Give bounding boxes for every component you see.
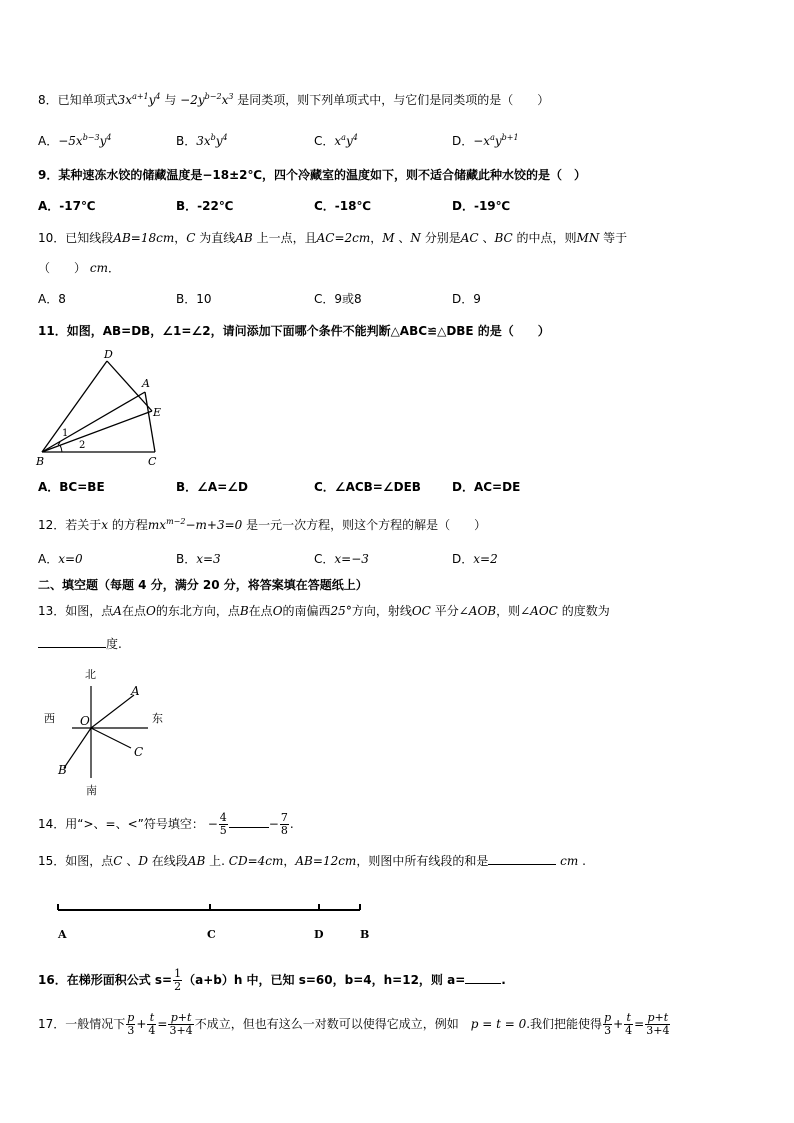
q8-option-a[interactable]: A．$-5x^{b-3}y^4$	[38, 133, 112, 148]
q8-text-b: 与	[164, 93, 177, 107]
q8-monomial-2: $-2y^{b-2}x^3$	[180, 92, 234, 107]
q10-number: 10．	[38, 231, 66, 245]
q11-label-C: C	[148, 455, 157, 468]
q10-option-d[interactable]: D．9	[452, 292, 481, 306]
q15-label-A: A	[58, 928, 67, 941]
q12-option-b[interactable]: B．x=3	[176, 552, 221, 566]
q13-label-south: 南	[86, 784, 97, 797]
q13-label-west: 西	[44, 712, 55, 725]
q15-number: 15．	[38, 854, 66, 868]
q13-label-O: O	[80, 714, 90, 728]
q11-label-D: D	[104, 348, 113, 361]
q12-number: 12．	[38, 518, 66, 532]
q11-label-B: B	[36, 455, 45, 468]
q11-option-d[interactable]: D．AC=DE	[452, 480, 521, 494]
q13-compass-figure	[40, 664, 176, 798]
q9-stem	[38, 167, 586, 183]
q11-text: 如图，AB=DB，∠1=∠2，请问添加下面哪个条件不能判断△ABC≌△DBE 的是（ ）	[66, 324, 550, 338]
q11-label-2: 2	[79, 440, 86, 451]
q13-label-east: 东	[152, 712, 163, 725]
q8-text-c: 是同类项，则下列单项式中，与它们是同类项的是（ ）	[237, 93, 550, 107]
q12-stem: 12．若关于x 的方程$mx^{m-2}-m+3=0$ 是一元一次方程，则这个方程的解是（ ）	[38, 517, 487, 532]
q9-option-c[interactable]: C．-18℃	[314, 199, 372, 213]
q15-label-D: D	[314, 928, 324, 941]
q16-number: 16．	[38, 973, 67, 987]
q9-option-d[interactable]: D．-19℃	[452, 199, 511, 213]
q16-fraction-half: $\frac{1}{2}$	[174, 967, 182, 993]
q11-option-a[interactable]: A．BC=BE	[38, 480, 105, 494]
q13-label-A: A	[131, 684, 140, 698]
q14-stem: 14．用“>、=、<”符号填空： − $\frac{4}{5}$ − $\frac{7}{8}$ .	[38, 811, 294, 837]
q11-option-c[interactable]: C．∠ACB=∠DEB	[314, 480, 421, 494]
q12-option-c[interactable]: C．x=−3	[314, 552, 369, 566]
q10-stem: 10．已知线段AB=18cm，C 为直线AB 上一点，且AC=2cm，M 、N 分别是AC 、BC 的中点，则MN 等于	[38, 231, 628, 245]
section-fill-in-heading: 二、填空题（每题 4 分，满分 20 分，将答案填在答题纸上）	[38, 578, 368, 592]
q8-number: 8．	[38, 93, 58, 107]
q15-answer-blank[interactable]	[488, 852, 556, 865]
q13-answer-blank[interactable]	[38, 635, 106, 648]
q15-label-B: B	[360, 928, 370, 941]
q13-stem: 13．如图，点A在点O的东北方向，点B在点O的南偏西25°方向，射线OC 平分∠AOB，则∠AOC 的度数为	[38, 604, 610, 618]
q14-number: 14．	[38, 817, 66, 831]
q11-number: 11．	[38, 324, 67, 338]
q13-answer-line: 度.	[38, 635, 122, 652]
q16-answer-blank[interactable]	[465, 971, 501, 984]
q11-label-A: A	[142, 377, 150, 390]
q13-number: 13．	[38, 604, 66, 618]
q12-option-d[interactable]: D．x=2	[452, 552, 498, 566]
q9-text: 某种速冻水饺的储藏温度是−18±2℃，四个冷藏室的温度如下，则不适合储藏此种水饺的是（ ）	[58, 168, 587, 182]
q9-number: 9．	[38, 168, 59, 182]
q8-option-b[interactable]: B．$3x^by^4$	[176, 133, 228, 148]
q8-monomial-1: $3x^{a+1}y^4$	[117, 92, 161, 107]
q17-fraction-t4: $\frac{t}{4}$	[148, 1011, 156, 1037]
q15-label-C: C	[207, 928, 216, 941]
q17-stem: 17．一般情况下 $\frac{p}{3}$ + $\frac{t}{4}$ = $\frac{p+t}{3+4}$ 不成立，但也有这么一对数可以使得它成立，例如 p = t = 0.我们把能使得 $\frac{p}{3}$ + $\frac{t}{4}$ = $\frac{p+t}{3+4}$	[38, 1011, 670, 1037]
q9-option-b[interactable]: B．-22℃	[176, 199, 234, 213]
q11-label-E: E	[153, 406, 162, 419]
q9-option-a[interactable]: A．-17℃	[38, 199, 96, 213]
q8-stem	[38, 89, 549, 108]
q10-option-b[interactable]: B．10	[176, 292, 212, 306]
q8-option-c[interactable]: C．$x^ay^4$	[314, 133, 358, 148]
q15-stem: 15．如图，点C 、D 在线段AB 上. CD=4cm，AB=12cm，则图中所有线段的和是 cm .	[38, 854, 586, 868]
q11-option-b[interactable]: B．∠A=∠D	[176, 480, 248, 494]
q10-option-c[interactable]: C．9或8	[314, 292, 362, 306]
q12-option-a[interactable]: A．x=0	[38, 552, 83, 566]
q17-number: 17．	[38, 1017, 66, 1031]
q16-stem: 16．在梯形面积公式 s= $\frac{1}{2}$ （a+b）h 中，已知 s=60，b=4，h=12，则 a= .	[38, 967, 506, 993]
q13-label-north: 北	[85, 668, 96, 681]
q11-stem	[38, 323, 550, 339]
q8-text-a: 已知单项式	[57, 93, 118, 107]
q10-option-a[interactable]: A．8	[38, 292, 66, 306]
q14-fraction-left: $\frac{4}{5}$	[219, 811, 227, 837]
q13-label-B: B	[58, 763, 67, 777]
q17-fraction-sum: $\frac{p+t}{3+4}$	[169, 1011, 193, 1037]
q8-option-d[interactable]: D．$-x^ay^{b+1}$	[452, 133, 519, 148]
q10-stem-line2: （ ） cm．	[38, 261, 120, 275]
q14-fraction-right: $\frac{7}{8}$	[280, 811, 288, 837]
q14-answer-blank[interactable]	[229, 813, 269, 828]
q15-segment-figure	[50, 898, 380, 944]
q13-label-C: C	[134, 745, 144, 759]
q17-fraction-p3: $\frac{p}{3}$	[127, 1011, 135, 1037]
q11-triangle-figure	[34, 344, 166, 470]
q11-label-1: 1	[62, 428, 69, 439]
